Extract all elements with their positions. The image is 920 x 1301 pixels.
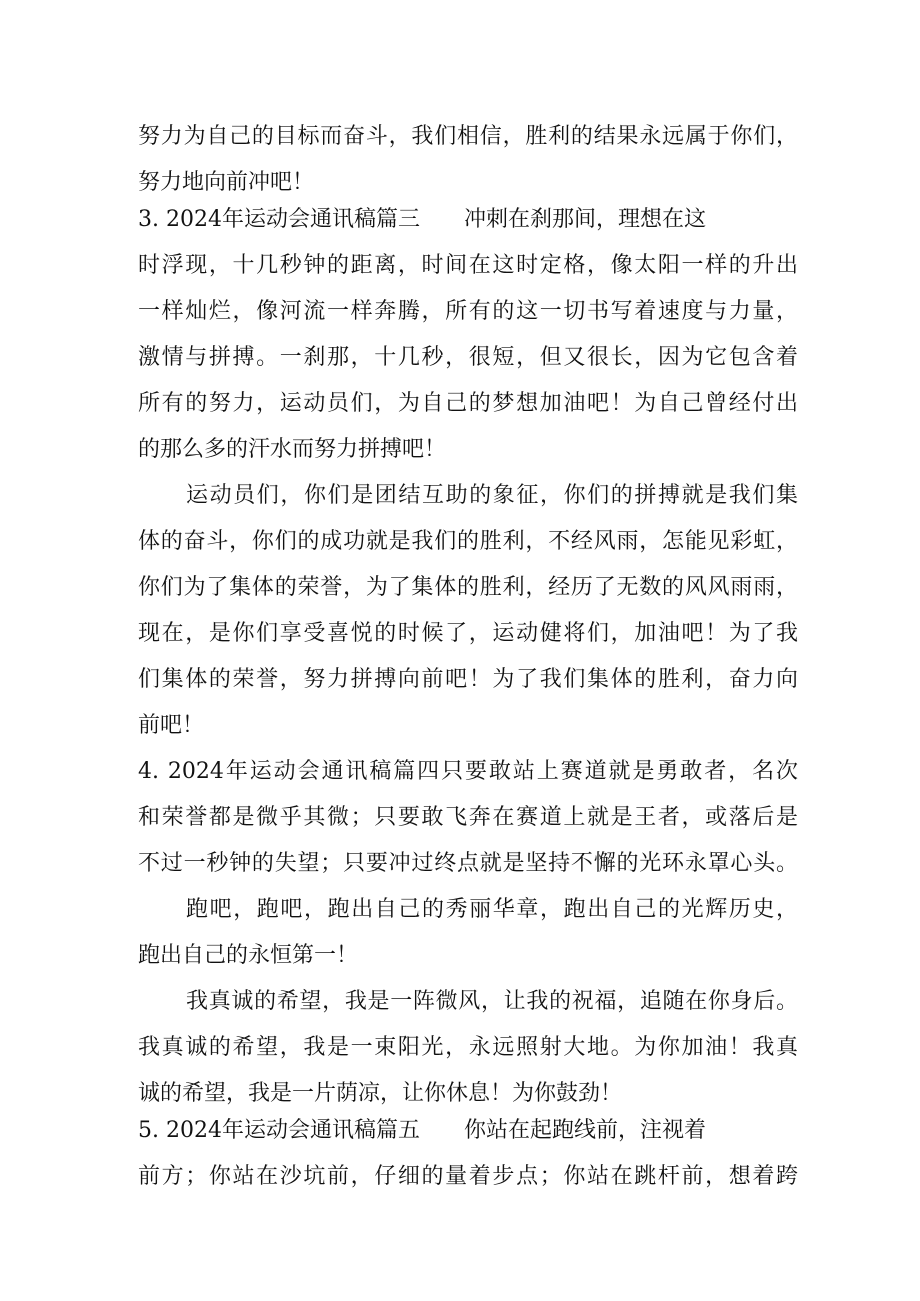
text-line: 不过一秒钟的失望；只要冲过终点就是坚持不懈的光环永罩心头。	[138, 851, 798, 876]
paragraph-first-line: 我真诚的希望，我是一阵微风，让我的祝福，追随在你身后。	[186, 989, 798, 1014]
section-title: 5. 2024年运动会通讯稿篇五	[138, 1118, 420, 1143]
text-line: 时浮现，十几秒钟的距离，时间在这时定格，像太阳一样的升出	[138, 253, 798, 278]
paragraph-first-line: 跑吧，跑吧，跑出自己的秀丽华章，跑出自己的光辉历史，	[186, 897, 798, 922]
section-heading-5	[138, 1108, 798, 1154]
section-lead: 冲刺在刹那间，理想在这	[463, 207, 706, 232]
text-line: 跑出自己的永恒第一！	[138, 943, 359, 968]
text-line: 的那么多的汗水而努力拼搏吧！	[138, 437, 447, 462]
text-line: 努力地向前冲吧！	[138, 170, 315, 195]
paragraph-first-line: 运动员们，你们是团结互助的象征，你们的拼搏就是我们集	[186, 483, 798, 508]
text-line: 现在，是你们享受喜悦的时候了，运动健将们，加油吧！为了我	[138, 621, 798, 646]
text-line: 体的奋斗，你们的成功就是我们的胜利，不经风雨，怎能见彩虹，	[138, 529, 798, 554]
section-heading-3	[138, 197, 798, 243]
text-line: 前吧！	[138, 713, 205, 738]
section-lead: 你站在起跑线前，注视着	[463, 1118, 706, 1143]
text-line: 努力为自己的目标而奋斗，我们相信，胜利的结果永远属于你们，	[138, 124, 798, 149]
text-line: 诚的希望，我是一片荫凉，让你休息！为你鼓劲！	[138, 1081, 623, 1106]
text-line: 所有的努力，运动员们，为自己的梦想加油吧！为自己曾经付出	[138, 391, 798, 416]
section-title: 3. 2024年运动会通讯稿篇三	[138, 207, 420, 232]
text-line: 一样灿烂，像河流一样奔腾，所有的这一切书写着速度与力量，	[138, 299, 798, 324]
text-line: 激情与拼搏。一刹那，十几秒，很短，但又很长，因为它包含着	[138, 345, 798, 370]
text-line: 前方；你站在沙坑前，仔细的量着步点；你站在跳杆前，想着跨	[138, 1164, 798, 1189]
section-heading-4: 4. 2024年运动会通讯稿篇四只要敢站上赛道就是勇敢者，名次	[138, 759, 798, 784]
text-line: 和荣誉都是微乎其微；只要敢飞奔在赛道上就是王者，或落后是	[138, 805, 798, 830]
text-line: 你们为了集体的荣誉，为了集体的胜利，经历了无数的风风雨雨，	[138, 575, 798, 600]
text-line: 们集体的荣誉，努力拼搏向前吧！为了我们集体的胜利，奋力向	[138, 667, 798, 692]
text-line: 我真诚的希望，我是一束阳光，永远照射大地。为你加油！我真	[138, 1035, 798, 1060]
